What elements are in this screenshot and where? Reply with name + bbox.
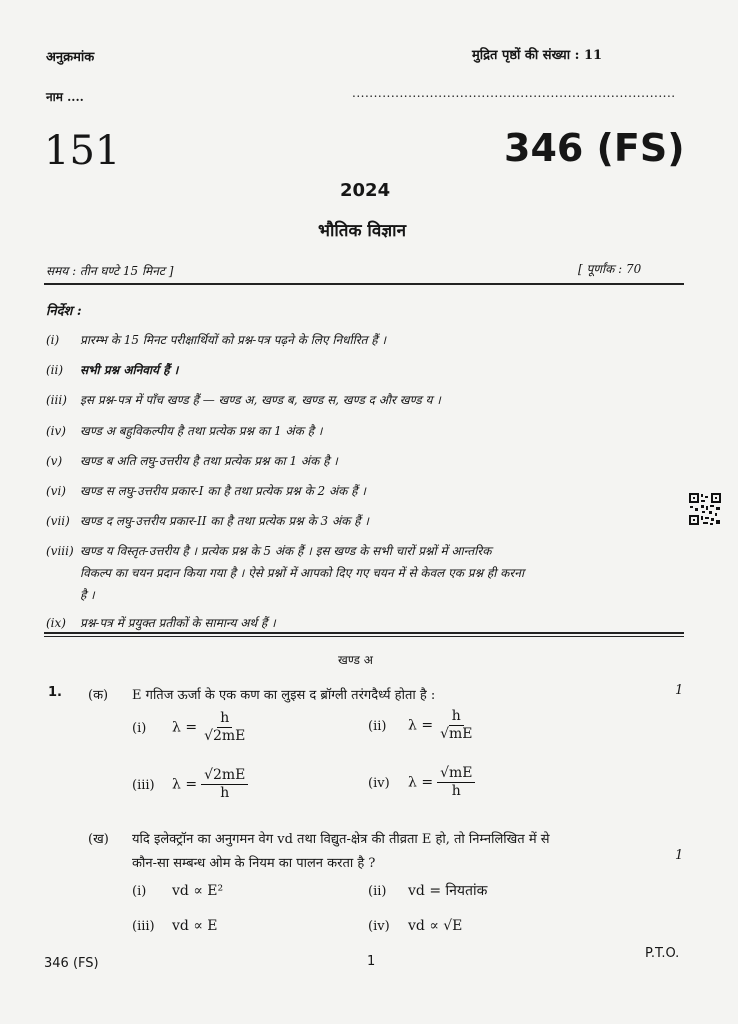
fraction: $\frac{h}{√mE}$ bbox=[440, 708, 473, 742]
fraction: $\frac{√mE}{h}$ bbox=[437, 765, 475, 800]
answer-option: (ii) vd = नियतांक bbox=[368, 883, 488, 899]
printed-pages-label: मुद्रित पृष्ठों की संख्या : 11 bbox=[472, 48, 603, 63]
header-divider bbox=[44, 283, 684, 285]
question-text-continued: कौन-सा सम्बन्ध ओम के नियम का पालन करता है ? bbox=[132, 856, 376, 871]
instruction-item: (iii) इस प्रश्न-पत्र में पाँच खण्ड हैं — खण्ड अ, खण्ड ब, खण्ड स, खण्ड द और खण्ड य । bbox=[46, 393, 441, 407]
answer-option: (i) λ = $\frac{h}{√2mE}$ bbox=[132, 710, 248, 745]
instruction-item: (ix) प्रश्न-पत्र में प्रयुक्त प्रतीकों के सामान्य अर्थ हैं । bbox=[46, 616, 276, 630]
name-dotted-line: ........................................................................... bbox=[352, 86, 676, 100]
question-marks: 1 bbox=[675, 683, 684, 698]
name-label: नाम .... bbox=[46, 90, 84, 104]
instruction-item: (v) खण्ड ब अति लघु-उत्तरीय है तथा प्रत्येक प्रश्न का 1 अंक है । bbox=[46, 454, 338, 468]
answer-option: (iv) vd ∝ √E bbox=[368, 918, 463, 934]
paper-code-right: 346 (FS) bbox=[504, 126, 685, 170]
fraction: $\frac{√2mE}{h}$ bbox=[201, 767, 248, 802]
instruction-item: (viii) खण्ड य विस्तृत-उत्तरीय है । प्रत्येक प्रश्न के 5 अंक हैं । इस खण्ड के सभी चारों प्रश्नों में आन्तरिक bbox=[46, 544, 492, 558]
question-number: 1. bbox=[48, 685, 62, 700]
instruction-item: (i) प्रारम्भ के 15 मिनट परीक्षार्थियों को प्रश्न-पत्र पढ़ने के लिए निर्धारित हैं । bbox=[46, 333, 387, 347]
answer-option: (iii) vd ∝ E bbox=[132, 918, 218, 934]
question-marks: 1 bbox=[675, 848, 684, 863]
instruction-item-continued: है । bbox=[80, 588, 95, 602]
please-turn-over: P.T.O. bbox=[645, 946, 680, 961]
answer-option: (i) vd ∝ E² bbox=[132, 883, 224, 899]
instruction-item: (iv) खण्ड अ बहुविकल्पीय है तथा प्रत्येक प्रश्न का 1 अंक है । bbox=[46, 424, 323, 438]
instructions-title: निर्देश : bbox=[46, 304, 82, 319]
fraction: $\frac{h}{√2mE}$ bbox=[204, 710, 246, 744]
page-number: 1 bbox=[367, 954, 376, 969]
instruction-item: (vii) खण्ड द लघु-उत्तरीय प्रकार-II का है तथा प्रत्येक प्रश्न के 3 अंक हैं । bbox=[46, 514, 369, 528]
instructions-divider-bottom bbox=[44, 636, 684, 637]
question-text: E गतिज ऊर्जा के एक कण का लुइस द ब्रॉग्ली तरंगदैर्ध्य होता है : bbox=[132, 688, 436, 703]
footer-paper-code: 346 (FS) bbox=[44, 956, 99, 971]
question-text: यदि इलेक्ट्रॉन का अनुगमन वेग vd तथा विद्युत-क्षेत्र की तीव्रता E हो, तो निम्नलिखित में से bbox=[132, 832, 550, 847]
instruction-item-continued: विकल्प का चयन प्रदान किया गया है । ऐसे प्रश्नों में आपको दिए गए चयन में से केवल एक प्रश्न ही करना bbox=[80, 566, 525, 580]
subject-title: भौतिक विज्ञान bbox=[318, 221, 407, 241]
answer-option: (ii) λ = $\frac{h}{√mE}$ bbox=[368, 708, 475, 743]
answer-option: (iii) λ = $\frac{√2mE}{h}$ bbox=[132, 767, 248, 802]
qr-code-icon bbox=[688, 492, 722, 526]
question-part-label: (क) bbox=[88, 688, 109, 703]
instructions-divider-top bbox=[44, 632, 684, 634]
instruction-item: (vi) खण्ड स लघु-उत्तरीय प्रकार-I का है तथा प्रत्येक प्रश्न के 2 अंक हैं । bbox=[46, 484, 366, 498]
instruction-item: (ii) सभी प्रश्न अनिवार्य हैं । bbox=[46, 363, 179, 377]
exam-year: 2024 bbox=[340, 180, 391, 201]
question-part-label: (ख) bbox=[88, 832, 109, 847]
section-heading: खण्ड अ bbox=[338, 653, 373, 667]
max-marks: [ पूर्णांक : 70 bbox=[578, 262, 642, 276]
paper-code-left: 151 bbox=[44, 128, 121, 174]
roll-number-label: अनुक्रमांक bbox=[46, 50, 95, 65]
answer-option: (iv) λ = $\frac{√mE}{h}$ bbox=[368, 765, 475, 800]
time-allowed: समय : तीन घण्टे 15 मिनट ] bbox=[46, 264, 174, 278]
